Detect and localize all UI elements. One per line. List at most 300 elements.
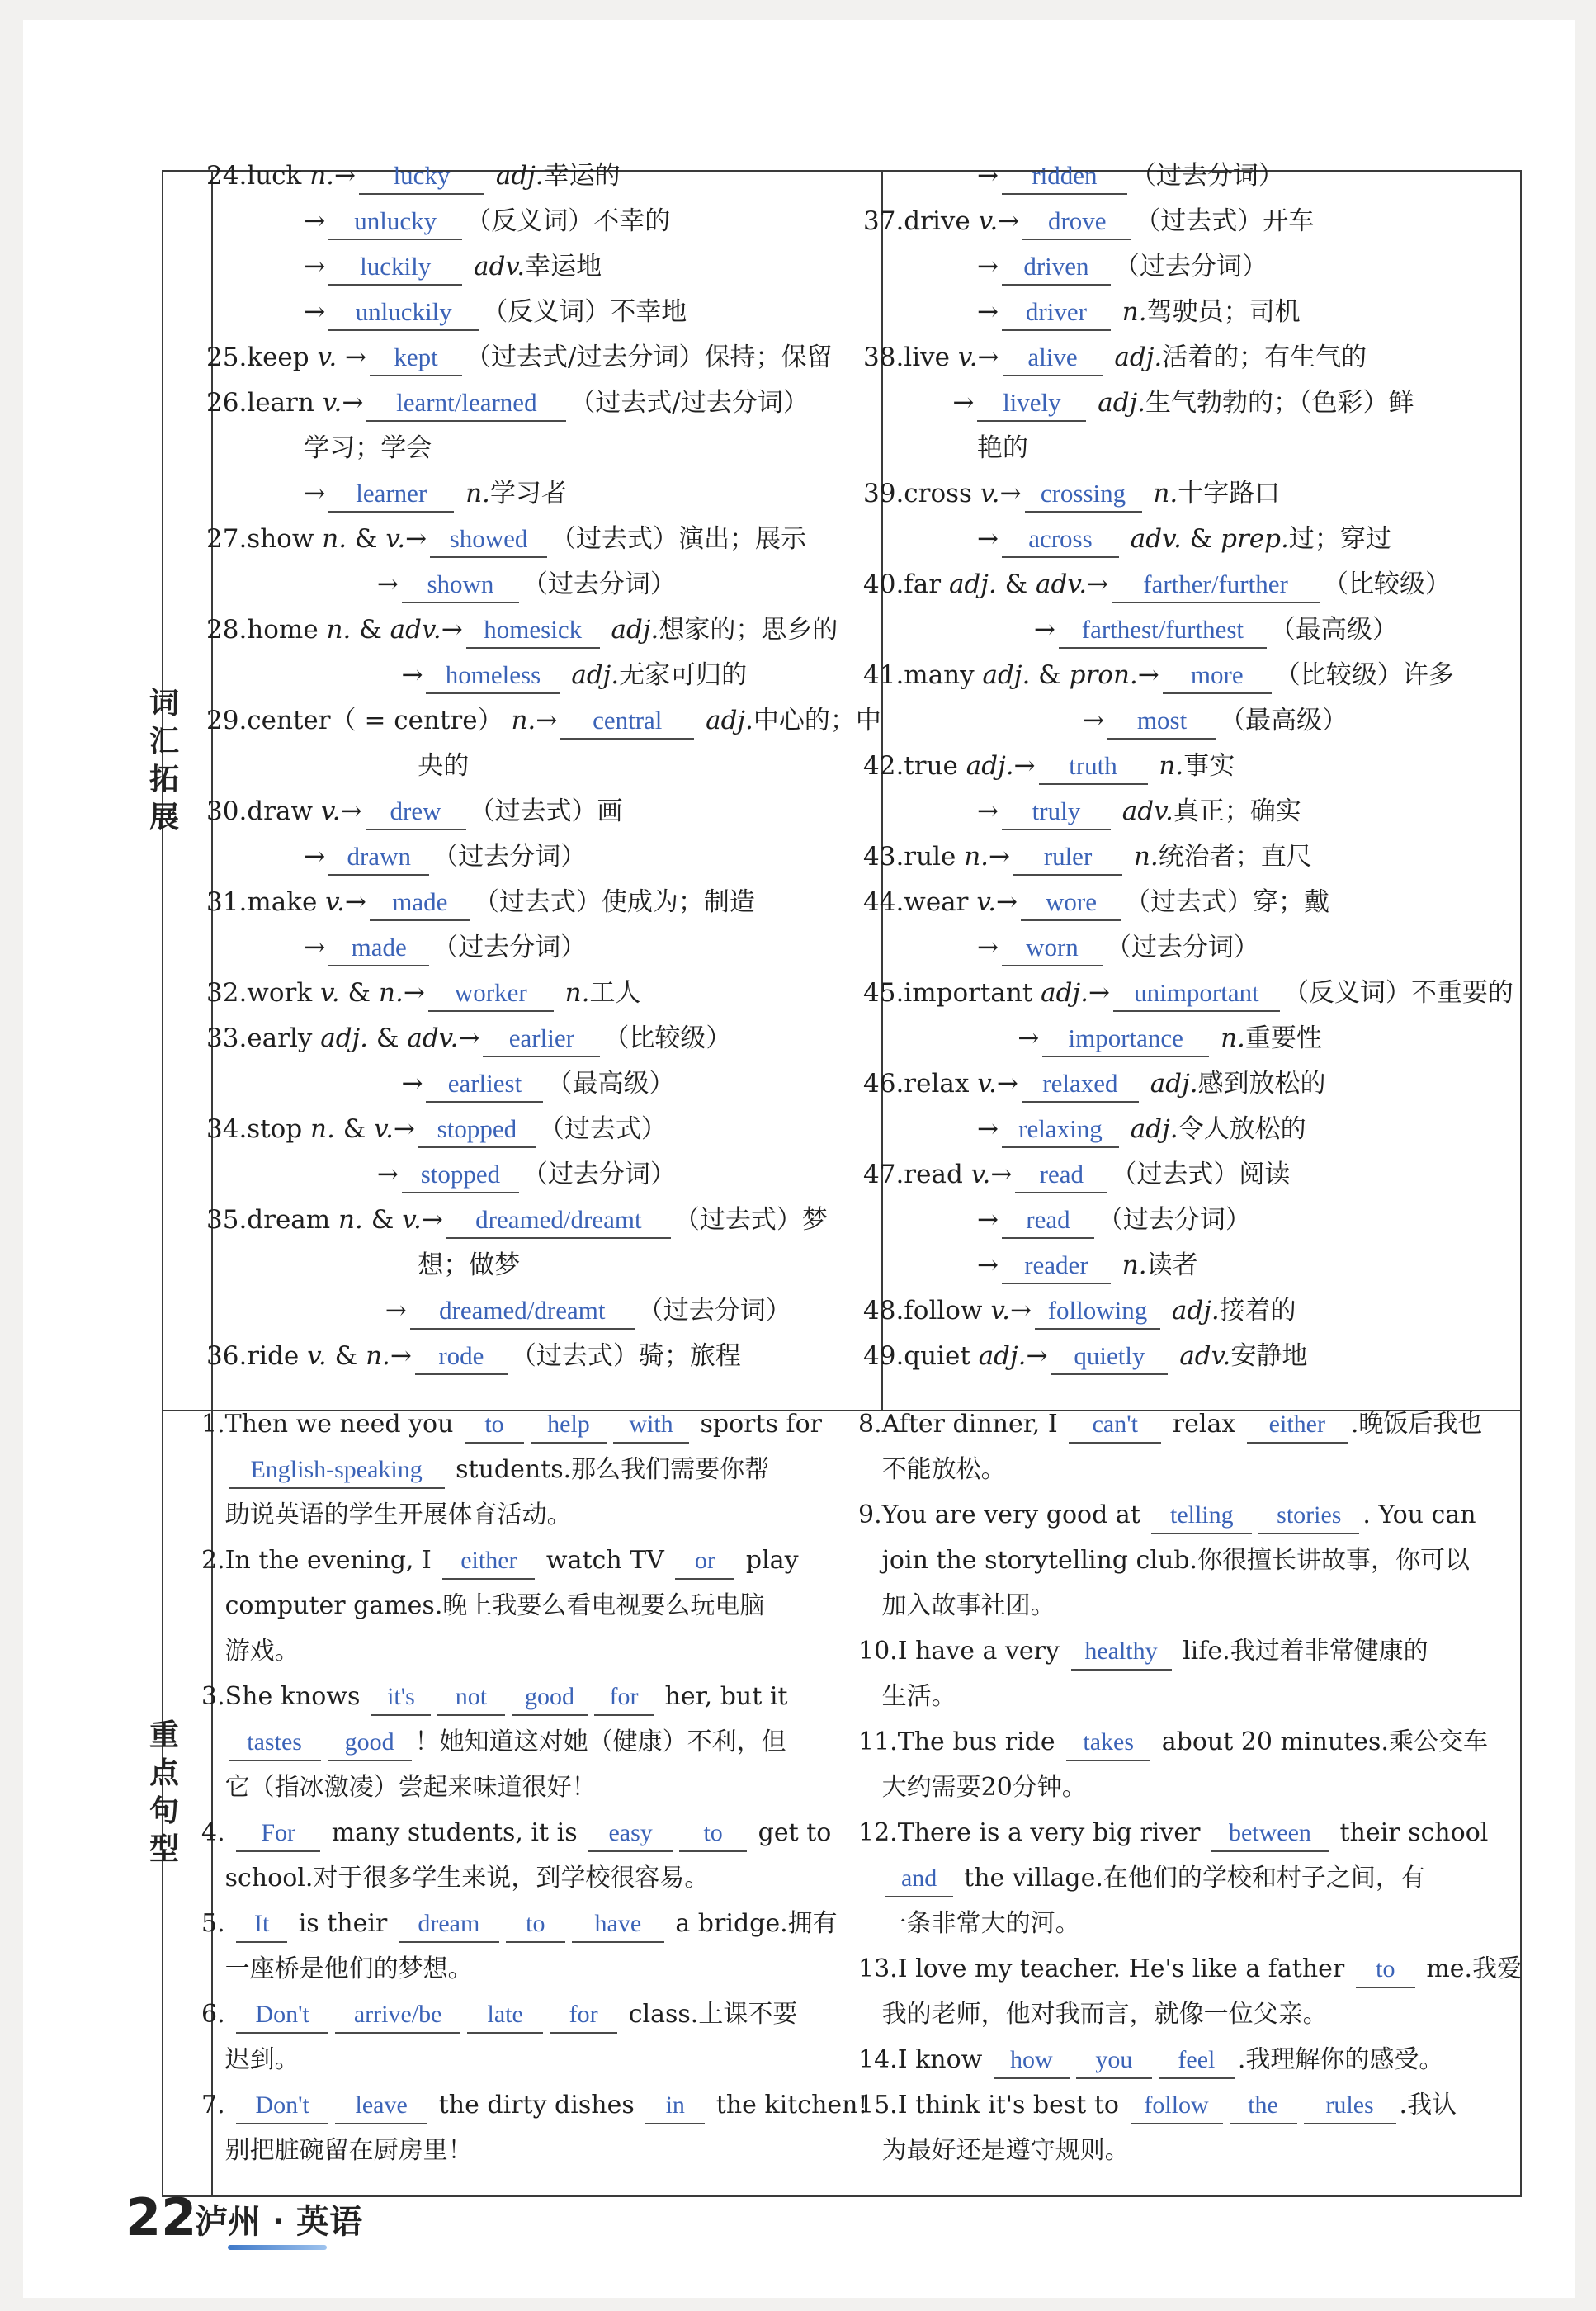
sentence-left-column xyxy=(201,1401,868,2173)
entry-text: → xyxy=(863,933,999,962)
answer-blank: read xyxy=(1002,1203,1094,1239)
entry-text: → xyxy=(458,1023,480,1053)
answer-blank: central xyxy=(560,703,694,740)
answer-blank: have xyxy=(572,1907,664,1943)
answer-blank: feel xyxy=(1159,2043,1235,2079)
entry-text: 事实 xyxy=(1183,751,1235,781)
entry-line xyxy=(206,607,842,653)
entry-text: 2.In the evening, I xyxy=(201,1546,440,1575)
entry-text: watch TV xyxy=(538,1546,673,1575)
entry-text: → xyxy=(1010,1296,1032,1326)
part-of-speech: adj. xyxy=(495,161,544,191)
entry-text: → xyxy=(342,388,364,418)
entry-line xyxy=(201,2037,837,2082)
answer-blank: learner xyxy=(328,476,454,513)
answer-blank: rules xyxy=(1304,2088,1396,2124)
entry-line xyxy=(206,1152,842,1198)
entry-text: → xyxy=(1013,751,1036,781)
entry-text: → xyxy=(340,796,362,826)
entry-text: 4. xyxy=(201,1818,234,1847)
entry-text: about 20 minutes.乘公交车 xyxy=(1154,1727,1488,1756)
part-of-speech: adv. xyxy=(1036,569,1088,599)
answer-blank: homeless xyxy=(426,658,560,694)
entry-text: 43.rule xyxy=(863,842,965,872)
entry-line xyxy=(858,1992,1494,2037)
entry-text: 活着的；有生气的 xyxy=(1162,343,1367,372)
entry-text: 学习者 xyxy=(489,479,567,508)
entry-text: → xyxy=(393,1114,415,1144)
answer-blank: arrive/be xyxy=(335,1997,460,2034)
entry-line xyxy=(858,1492,1494,1538)
entry-line xyxy=(858,1810,1494,1855)
entry-line xyxy=(863,1016,1490,1061)
answer-blank: quietly xyxy=(1051,1339,1168,1375)
entry-text: 47.read xyxy=(863,1160,971,1189)
part-of-speech: adj. xyxy=(1150,1069,1198,1099)
entry-text: & xyxy=(996,569,1036,599)
entry-text: 中心的；中 xyxy=(753,706,881,735)
entry-line xyxy=(201,1401,837,1447)
entry-line xyxy=(858,2128,1494,2173)
entry-text: → xyxy=(421,1205,443,1235)
part-of-speech: adj. xyxy=(1098,388,1146,418)
answer-blank: farthest/furthest xyxy=(1059,612,1267,649)
part-of-speech: adv. xyxy=(1179,1341,1231,1371)
entry-text: .晚饭后我也 xyxy=(1350,1410,1483,1439)
part-of-speech: v. xyxy=(990,1296,1011,1326)
entry-line xyxy=(201,1492,837,1538)
answer-blank: not xyxy=(437,1680,505,1716)
entry-text: 13.I love my teacher. He's like a father xyxy=(858,1954,1353,1983)
entry-text: （过去式）使成为；制造 xyxy=(473,887,755,917)
answer-blank: how xyxy=(994,2043,1070,2079)
entry-text: 35.dream xyxy=(206,1205,339,1235)
entry-text: 统治者；直尺 xyxy=(1158,842,1312,872)
entry-text: → xyxy=(1137,660,1159,690)
part-of-speech: n. xyxy=(1153,479,1178,508)
entry-text: 15.I think it's best to xyxy=(858,2091,1127,2120)
answer-blank: alive xyxy=(1003,340,1103,376)
entry-text: & xyxy=(347,524,386,554)
entry-line xyxy=(863,1288,1490,1334)
part-of-speech: n. xyxy=(1159,751,1184,781)
entry-text: （过去分词） xyxy=(637,1296,791,1326)
answer-blank: reader xyxy=(1002,1248,1111,1284)
entry-text: （比较级）许多 xyxy=(1274,660,1454,690)
entry-text: 28.home xyxy=(206,615,327,645)
entry-text xyxy=(1114,297,1122,327)
part-of-speech: n. xyxy=(322,524,347,554)
vocab-left-column xyxy=(206,154,881,1379)
entry-text: 加入故事社团。 xyxy=(858,1591,1055,1620)
entry-text: & xyxy=(1181,524,1221,554)
part-of-speech: adj. xyxy=(1130,1114,1178,1144)
entry-text: → xyxy=(403,978,425,1008)
entry-text: 5. xyxy=(201,1909,234,1938)
entry-text: 幸运地 xyxy=(525,252,602,281)
entry-line xyxy=(206,880,842,925)
answer-blank: to xyxy=(679,1816,747,1852)
answer-blank: farther/further xyxy=(1112,567,1320,603)
entry-text: 11.The bus ride xyxy=(858,1727,1064,1756)
answer-blank: across xyxy=(1002,522,1119,558)
part-of-speech: n. xyxy=(366,1341,390,1371)
entry-text: 我的老师，他对我而言，就像一位父亲。 xyxy=(858,2000,1328,2029)
entry-text: 它（指冰激凌）尝起来味道很好！ xyxy=(201,1773,597,1802)
entry-text: → xyxy=(863,1023,1040,1053)
page-number: 22 xyxy=(125,2187,197,2247)
entry-text: （过去式） xyxy=(538,1114,667,1144)
entry-text: → xyxy=(998,206,1020,236)
entry-line xyxy=(206,744,842,789)
entry-text: computer games.晚上我要么看电视要么玩电脑 xyxy=(201,1591,765,1620)
entry-text: 41.many xyxy=(863,660,983,690)
answer-blank: dreamed/dreamt xyxy=(410,1293,635,1330)
entry-text: → xyxy=(996,887,1018,917)
entry-text: 31.make xyxy=(206,887,326,917)
entry-text: （过去分词） xyxy=(522,569,676,599)
entry-text: → xyxy=(206,1296,407,1326)
entry-line xyxy=(206,834,842,880)
entry-text: 重要性 xyxy=(1244,1023,1322,1053)
entry-text: → xyxy=(405,524,427,554)
entry-line xyxy=(858,1901,1494,1946)
entry-text: . You can xyxy=(1362,1500,1476,1529)
part-of-speech: v. xyxy=(317,343,338,372)
entry-text: 39.cross xyxy=(863,479,980,508)
entry-text: → xyxy=(863,1205,999,1235)
entry-text: → xyxy=(977,343,999,372)
answer-blank: telling xyxy=(1151,1498,1252,1534)
answer-blank: crossing xyxy=(1025,476,1142,513)
answer-blank: stopped xyxy=(418,1112,536,1148)
answer-blank: driven xyxy=(1002,249,1111,286)
part-of-speech: v. xyxy=(374,1114,394,1144)
entry-text xyxy=(563,660,571,690)
entry-text: me.我爱 xyxy=(1418,1954,1523,1983)
entry-text xyxy=(858,1864,882,1893)
answer-blank: following xyxy=(1035,1293,1160,1330)
entry-text: 3.She knows xyxy=(201,1682,368,1711)
entry-line xyxy=(206,471,842,517)
entry-text: （过去式）穿；戴 xyxy=(1125,887,1330,917)
entry-text: → xyxy=(390,1341,412,1371)
entry-text: → xyxy=(863,252,999,281)
entry-text: → xyxy=(863,524,999,554)
entry-text: 27.show xyxy=(206,524,323,554)
entry-text xyxy=(1142,1069,1150,1099)
answer-blank: shown xyxy=(402,567,519,603)
part-of-speech: n. xyxy=(465,479,490,508)
entry-text: （过去式/过去分词）保持；保留 xyxy=(465,343,833,372)
answer-blank: leave xyxy=(335,2088,427,2124)
answer-blank: Don't xyxy=(236,2088,328,2124)
entry-line xyxy=(863,880,1490,925)
entry-text: 42.true xyxy=(863,751,966,781)
part-of-speech: n. xyxy=(511,706,536,735)
entry-text: 7. xyxy=(201,2091,234,2120)
entry-text: → xyxy=(863,796,999,826)
entry-text: （过去式）开车 xyxy=(1135,206,1315,236)
part-of-speech: n. xyxy=(564,978,590,1008)
entry-line xyxy=(863,1107,1490,1152)
entry-line xyxy=(858,1674,1494,1719)
entry-text xyxy=(1164,1296,1172,1326)
entry-text: → xyxy=(334,161,356,191)
entry-line xyxy=(206,1334,842,1379)
entry-line xyxy=(206,426,842,471)
entry-text: sports for xyxy=(692,1410,823,1439)
part-of-speech: v. xyxy=(970,1160,991,1189)
entry-text: 29.center（ = centre） xyxy=(206,706,512,735)
part-of-speech: v. xyxy=(325,887,345,917)
entry-text: & xyxy=(339,978,379,1008)
part-of-speech: n. xyxy=(309,161,335,191)
answer-blank: the xyxy=(1230,2088,1297,2124)
part-of-speech: adv. xyxy=(390,615,441,645)
entry-line xyxy=(206,380,842,426)
entry-text: → xyxy=(206,933,326,962)
entry-text: → xyxy=(206,206,326,236)
answer-blank: earlier xyxy=(483,1021,600,1057)
answer-blank: either xyxy=(442,1543,535,1580)
answer-blank: made xyxy=(370,885,470,921)
entry-text: 幸运的 xyxy=(543,161,621,191)
answer-blank: ridden xyxy=(1002,158,1127,195)
part-of-speech: v. xyxy=(319,978,340,1008)
part-of-speech: adj. xyxy=(1171,1296,1220,1326)
entry-text: 读者 xyxy=(1146,1250,1198,1280)
part-of-speech: adj. xyxy=(706,706,753,735)
entry-text: 生活。 xyxy=(858,1682,956,1711)
answer-blank: help xyxy=(531,1407,607,1444)
entry-text xyxy=(1151,751,1159,781)
entry-text: 32.work xyxy=(206,978,320,1008)
answer-blank: most xyxy=(1107,703,1216,740)
answer-blank: for xyxy=(550,1997,617,2034)
entry-line xyxy=(206,290,842,335)
part-of-speech: n. xyxy=(1133,842,1159,872)
entry-line xyxy=(201,2082,868,2128)
answer-blank: follow xyxy=(1131,2088,1223,2124)
answer-blank: drew xyxy=(366,794,466,830)
entry-text: （反义词）不幸地 xyxy=(482,297,687,327)
answer-blank: Don't xyxy=(236,1997,328,2034)
part-of-speech: adj. xyxy=(1041,978,1088,1008)
entry-text: 令人放松的 xyxy=(1178,1114,1306,1144)
answer-blank: English-speaking xyxy=(229,1453,445,1489)
answer-blank: healthy xyxy=(1071,1634,1172,1671)
answer-blank: dream xyxy=(399,1907,499,1943)
entry-line xyxy=(863,607,1490,653)
entry-text: & xyxy=(368,1023,408,1053)
entry-text: 45.important xyxy=(863,978,1041,1008)
entry-line xyxy=(201,1538,837,1583)
entry-text: （最高级） xyxy=(1269,615,1398,645)
entry-text: → xyxy=(1088,978,1110,1008)
entry-line xyxy=(863,471,1490,517)
entry-line xyxy=(863,653,1490,698)
entry-text: 驾驶员；司机 xyxy=(1146,297,1301,327)
entry-text: → xyxy=(863,1114,999,1144)
answer-blank: can't xyxy=(1069,1407,1161,1444)
entry-text: （反义词）不重要的 xyxy=(1282,978,1513,1008)
entry-text xyxy=(457,479,465,508)
answer-blank: unluckily xyxy=(328,295,479,331)
entry-line xyxy=(206,971,842,1016)
entry-line xyxy=(206,1198,842,1243)
part-of-speech: n. xyxy=(326,615,352,645)
entry-text xyxy=(1122,524,1131,554)
answer-blank: relaxed xyxy=(1022,1066,1139,1103)
entry-text xyxy=(1122,1114,1131,1144)
entry-text: 十字路口 xyxy=(1178,479,1281,508)
entry-text: 49.quiet xyxy=(863,1341,979,1371)
answer-blank: or xyxy=(675,1543,734,1580)
entry-line xyxy=(206,1016,842,1061)
part-of-speech: adj. xyxy=(978,1341,1027,1371)
entry-text: → xyxy=(206,1160,399,1189)
entry-text: （过去式/过去分词） xyxy=(569,388,809,418)
entry-line xyxy=(858,2037,1494,2082)
answer-blank: made xyxy=(328,930,429,966)
part-of-speech: n. xyxy=(378,978,404,1008)
entry-text: → xyxy=(863,706,1105,735)
answer-blank: wore xyxy=(1021,885,1121,921)
part-of-speech: n. xyxy=(338,1205,363,1235)
entry-line xyxy=(201,1674,837,1719)
answer-blank: good xyxy=(512,1680,588,1716)
entry-text: 想家的；思乡的 xyxy=(659,615,838,645)
entry-line xyxy=(206,199,842,244)
entry-text: 44.wear xyxy=(863,887,977,917)
entry-text: many students, it is xyxy=(323,1818,586,1847)
part-of-speech: adj. xyxy=(1114,343,1163,372)
entry-text: → xyxy=(441,615,463,645)
entry-line xyxy=(201,1901,837,1946)
entry-text: their school xyxy=(1331,1818,1489,1847)
entry-text: → xyxy=(536,706,558,735)
part-of-speech: adv. xyxy=(1121,796,1173,826)
part-of-speech: adj. xyxy=(966,751,1014,781)
answer-blank: more xyxy=(1163,658,1272,694)
entry-line xyxy=(201,1447,837,1492)
entry-text: → xyxy=(1026,1341,1048,1371)
part-of-speech: n. xyxy=(1121,297,1147,327)
answer-blank: unimportant xyxy=(1113,976,1280,1012)
entry-text: 接着的 xyxy=(1219,1296,1296,1326)
entry-text: 26.learn xyxy=(206,388,323,418)
entry-text: → xyxy=(206,479,326,508)
entry-line xyxy=(201,1810,837,1855)
entry-text xyxy=(1126,842,1134,872)
entry-text: students.那么我们需要你帮 xyxy=(447,1455,770,1484)
entry-text: 38.live xyxy=(863,343,958,372)
entry-line xyxy=(863,562,1490,607)
entry-text: 25.keep xyxy=(206,343,318,372)
entry-line xyxy=(863,1061,1490,1107)
answer-blank: lucky xyxy=(359,158,484,195)
entry-text: the village.在他们的学校和村子之间，有 xyxy=(956,1864,1425,1893)
entry-text: ！她知道这对她（健康）不利，但 xyxy=(414,1727,786,1756)
answer-blank: truly xyxy=(1002,794,1111,830)
entry-text: 一条非常大的河。 xyxy=(858,1909,1080,1938)
entry-text: → xyxy=(990,1160,1013,1189)
entry-line xyxy=(863,971,1513,1016)
entry-text: （过去分词） xyxy=(1130,161,1284,191)
entry-text: 8.After dinner, I xyxy=(858,1410,1066,1439)
entry-line xyxy=(206,653,842,698)
entry-text: 33.early xyxy=(206,1023,321,1053)
entry-text: 游戏。 xyxy=(201,1637,300,1666)
answer-blank: to xyxy=(1356,1952,1415,1988)
part-of-speech: adj. xyxy=(320,1023,369,1053)
entry-text: → xyxy=(206,569,399,599)
entry-text: → xyxy=(863,161,999,191)
vocab-section-label: 词汇拓展 xyxy=(149,687,179,834)
entry-line xyxy=(858,1583,1494,1628)
entry-line xyxy=(858,1538,1494,1583)
entry-line xyxy=(206,244,842,290)
entry-line xyxy=(858,1447,1494,1492)
entry-text: → xyxy=(206,252,326,281)
answer-blank: unlucky xyxy=(328,204,462,240)
part-of-speech: v. xyxy=(402,1205,422,1235)
entry-text: 30.draw xyxy=(206,796,321,826)
entry-line xyxy=(863,517,1490,562)
entry-text: 感到放松的 xyxy=(1197,1069,1326,1099)
entry-text: → xyxy=(337,343,367,372)
entry-text: → xyxy=(1087,569,1109,599)
entry-text: → xyxy=(863,615,1055,645)
entry-text: 12.There is a very big river xyxy=(858,1818,1208,1847)
entry-text: relax xyxy=(1164,1410,1244,1439)
entry-line xyxy=(863,1243,1490,1288)
answer-blank: to xyxy=(465,1407,524,1444)
entry-text: 24.luck xyxy=(206,161,310,191)
entry-text: 36.ride xyxy=(206,1341,308,1371)
entry-text xyxy=(1089,388,1098,418)
entry-line xyxy=(863,925,1490,971)
entry-text: 为最好还是遵守规则。 xyxy=(858,2136,1130,2165)
entry-line xyxy=(206,925,842,971)
part-of-speech: prep. xyxy=(1221,524,1289,554)
answer-blank: drawn xyxy=(328,839,429,876)
entry-text: （比较级） xyxy=(603,1023,732,1053)
entry-text: 学习；学会 xyxy=(206,433,432,463)
entry-text: 不能放松。 xyxy=(858,1455,1006,1484)
entry-text xyxy=(603,615,611,645)
entry-text: the dirty dishes xyxy=(431,2091,643,2120)
entry-text: （过去式）骑；旅程 xyxy=(510,1341,741,1371)
answer-blank: relaxing xyxy=(1002,1112,1119,1148)
entry-text: 过；穿过 xyxy=(1288,524,1391,554)
part-of-speech: n. xyxy=(964,842,989,872)
part-of-speech: n. xyxy=(1121,1250,1147,1280)
entry-text: （过去式）演出；展示 xyxy=(550,524,807,554)
entry-text: → xyxy=(206,660,423,690)
entry-line xyxy=(206,517,842,562)
entry-text: （反义词）不幸的 xyxy=(465,206,671,236)
entry-text: life.我过着非常健康的 xyxy=(1174,1637,1428,1666)
entry-text: .我认 xyxy=(1399,2091,1457,2120)
entry-line xyxy=(858,1855,1494,1901)
entry-line xyxy=(201,1765,837,1810)
part-of-speech: v. xyxy=(978,206,999,236)
answer-blank: takes xyxy=(1066,1725,1150,1761)
entry-line xyxy=(201,1855,837,1901)
entry-text xyxy=(1212,1023,1221,1053)
